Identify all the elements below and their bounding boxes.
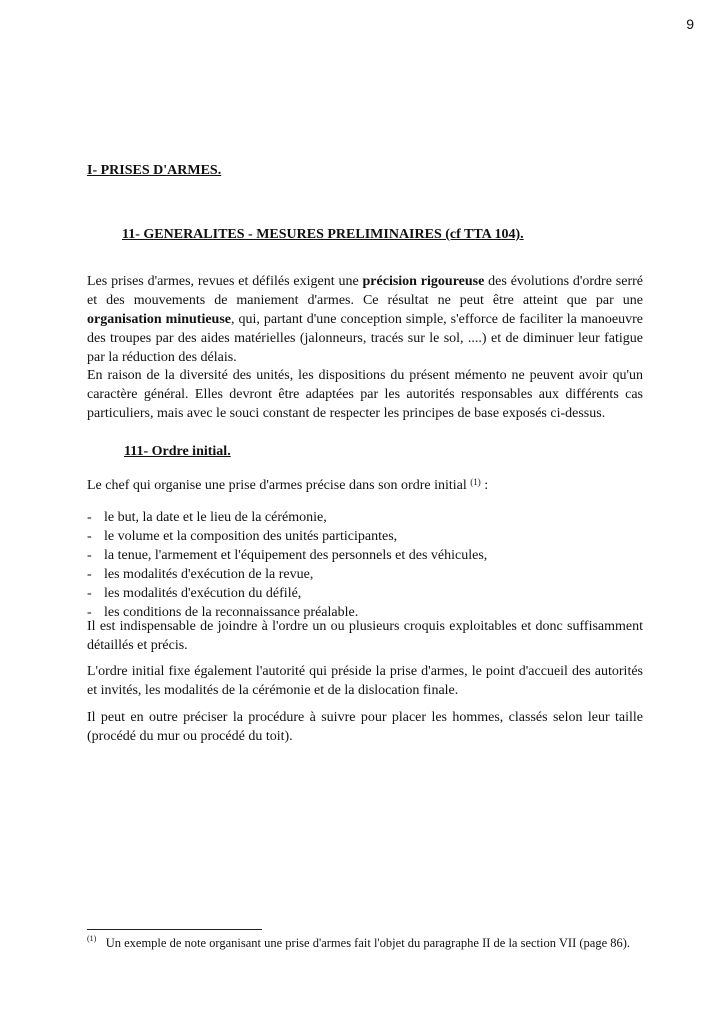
ordre-initial-title: 111- Ordre initial.: [124, 444, 231, 459]
ordre-initial-list: [87, 508, 643, 622]
intro-p1-bold-organisation: organisation minutieuse: [87, 312, 231, 327]
list-item: - les modalités d'exécution du défilé,: [87, 584, 643, 603]
ordre-initial-lead-end: :: [480, 478, 489, 493]
intro-paragraph-2: En raison de la diversité des unités, les dispositions du présent mémento ne peuvent avoir qu'un caractère général. Elles devront être adaptées par les autorités responsables aux différents cas particuliers, mais avec le souci constant de respecter les principes de base exposés ci-dessus.: [87, 368, 643, 421]
intro-p1-c: des évolutions d'ordre serré et des mouvements de maniement d'armes. Ce résultat ne peut être atteint que par une: [87, 274, 643, 308]
paragraph-autorite: L'ordre initial fixe également l'autorité qui préside la prise d'armes, le point d'accueil des autorités et invités, les modalités de la cérémonie et de la dislocation finale.: [87, 664, 643, 698]
subsection-title: 11- GENERALITES - MESURES PRELIMINAIRES (cf TTA 104).: [122, 227, 524, 242]
intro-p1-a: Les prises d'armes, revues et défilés exigent une: [87, 274, 363, 289]
ordre-initial-lead: [87, 476, 643, 495]
intro-p1-bold-precision: précision rigoureuse: [362, 274, 485, 289]
ordre-initial-lead-text: Le chef qui organise une prise d'armes précise dans son ordre initial: [87, 478, 471, 493]
list-item: - les modalités d'exécution de la revue,: [87, 565, 643, 584]
footnote-reference: (1): [470, 477, 481, 487]
footnote-divider: [87, 929, 262, 930]
page-number: 9: [686, 16, 694, 32]
list-item: - le volume et la composition des unités participantes,: [87, 527, 643, 546]
list-item: - les conditions de la reconnaissance préalable.: [87, 603, 643, 622]
paragraph-procedure: Il peut en outre préciser la procédure à suivre pour placer les hommes, classés selon leur taille (procédé du mur ou procédé du toit).: [87, 710, 643, 744]
section-title: I- PRISES D'ARMES.: [87, 163, 222, 178]
paragraph-croquis: Il est indispensable de joindre à l'ordre un ou plusieurs croquis exploitables et donc suffisamment détaillés et précis.: [87, 619, 643, 653]
footnote-text: Un exemple de note organisant une prise d'armes fait l'objet du paragraphe II de la section VII (page 86).: [105, 936, 631, 950]
footnote-marker: (1): [87, 934, 97, 943]
footnote: [87, 936, 630, 951]
list-item: - la tenue, l'armement et l'équipement des personnels et des véhicules,: [87, 546, 643, 565]
intro-p1-e: , qui, partant d'une conception simple, s'efforce de faciliter la manoeuvre des troupes par des aides matérielles (jalonneurs, tracés sur le sol, ....) et de diminuer leur fatigue par la réduction des délais.: [87, 312, 643, 365]
list-item: - le but, la date et le lieu de la cérémonie,: [87, 508, 643, 527]
intro-paragraph-1: [87, 272, 643, 367]
